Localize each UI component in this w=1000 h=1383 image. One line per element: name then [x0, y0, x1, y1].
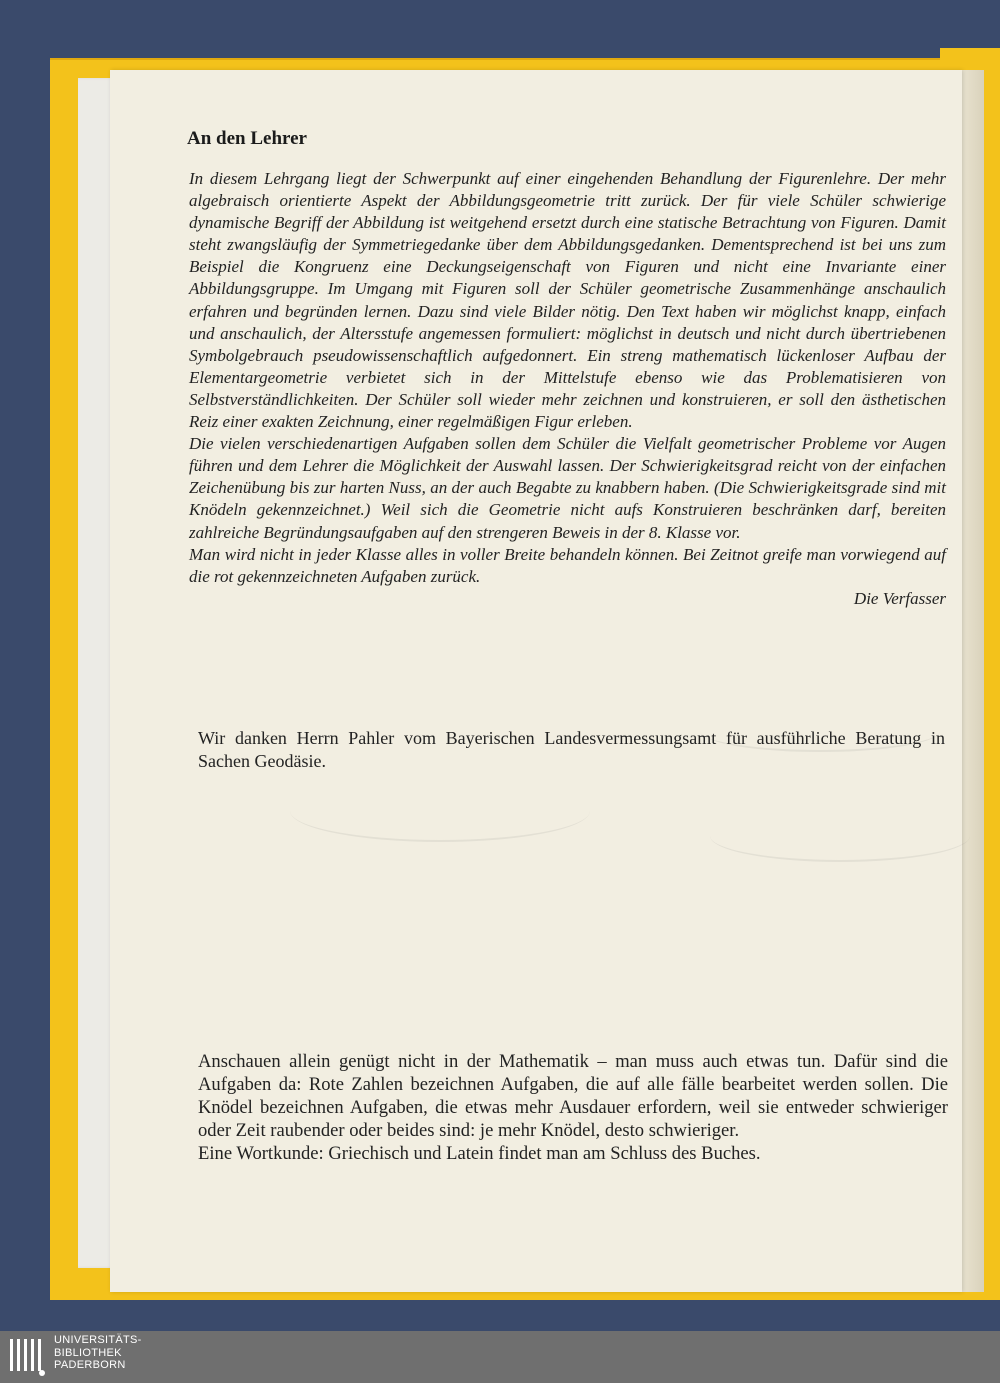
note-paragraph: Eine Wortkunde: Griechisch und Latein findet man am Schluss des Buches.	[198, 1143, 761, 1165]
acknowledgement: Wir danken Herrn Pahler vom Bayerischen Landesvermessungsamt für ausführliche Beratung in Sachen Geodäsie.	[198, 728, 945, 771]
show-through-handwriting	[710, 810, 970, 862]
intro-paragraph: Man wird nicht in jeder Klasse alles in voller Breite behandeln können. Bei Zeitnot greife man vorwiegend auf die rot gekennzeichneten Aufgaben zurück.	[189, 544, 946, 586]
intro-section	[189, 168, 946, 610]
library-name-line: BIBLIOTHEK	[54, 1346, 122, 1359]
library-logo-icon	[8, 1337, 48, 1377]
page-title: An den Lehrer	[187, 128, 307, 149]
library-name-line: UNIVERSITÄTS-	[54, 1334, 142, 1346]
library-name	[54, 1334, 142, 1372]
library-footer	[0, 1331, 1000, 1383]
library-name-line: PADERBORN	[54, 1359, 126, 1371]
intro-paragraph: Die vielen verschiedenartigen Aufgaben sollen dem Schüler die Vielfalt geometrischer Probleme vor Augen führen und dem Lehrer die Möglichkeit der Auswahl lassen. Der Schwierigkeitsgrad reicht von der einfachen Zeichenübung bis zur harten Nuss, an der auch Begabte zu knabbern haben. (Die Schwierigkeitsgrade sind mit Knödeln gekennzeichnet.) Weil sich die Geometrie nicht aufs Konstruieren beschränken darf, bereiten zahlreiche Begründungsaufgaben auf den strengeren Beweis in der 8. Klasse vor.	[189, 434, 946, 542]
intro-paragraph: In diesem Lehrgang liegt der Schwerpunkt auf einer eingehenden Behandlung der Figurenlehre. Der mehr algebraisch orientierte Aspekt der Abbildungsgeometrie tritt zurück. Der für viele Schüler schwierige dynamische Begriff der Abbildung ist weitgehend ersetzt durch eine statische Betrachtung von Figuren. Damit steht zwangsläufig der Symmetriegedanke über dem Abbildungsgedanken. Dementsprechend ist bei uns zum Beispiel die Kongruenz eine Deckungseigenschaft von Figuren und nicht eine Invariante einer Abbildungsgruppe. Im Umgang mit Figuren soll der Schüler geometrische Zusammenhänge anschaulich erfahren und begründen lernen. Dazu sind viele Bilder nötig. Den Text haben wir möglichst knapp, einfach und anschaulich, der Altersstufe angemessen formuliert: möglichst in deutsch und nicht durch übertriebenen Symbolgebrauch pseudowissenschaftlich aufgedonnert. Ein streng mathematisch lückenloser Aufbau der Elementargeometrie verbietet sich in der Mittelstufe ebenso wie das Problematisieren von Selbstverständlichkeiten. Der Schüler soll wieder mehr zeichnen und konstruieren, er soll den ästhetischen Reiz einer exakten Zeichnung, einer regelmäßigen Figur erleben.	[189, 169, 946, 432]
show-through-handwriting	[290, 780, 590, 842]
student-note	[198, 1050, 948, 1165]
note-paragraph: Anschauen allein genügt nicht in der Mathematik – man muss auch etwas tun. Dafür sind die Aufgaben da: Rote Zahlen bezeichnen Aufgaben, die auf alle fälle bearbeitet werden sollen. Die Knödel bezeichnen Aufgaben, die etwas mehr Ausdauer erfordern, weil sie entweder schwieriger oder Zeit raubender oder beides sind: je mehr Knödel, desto schwieriger.	[198, 1051, 948, 1142]
facing-page-edge	[962, 70, 984, 1292]
author-signature: Die Verfasser	[853, 588, 946, 608]
